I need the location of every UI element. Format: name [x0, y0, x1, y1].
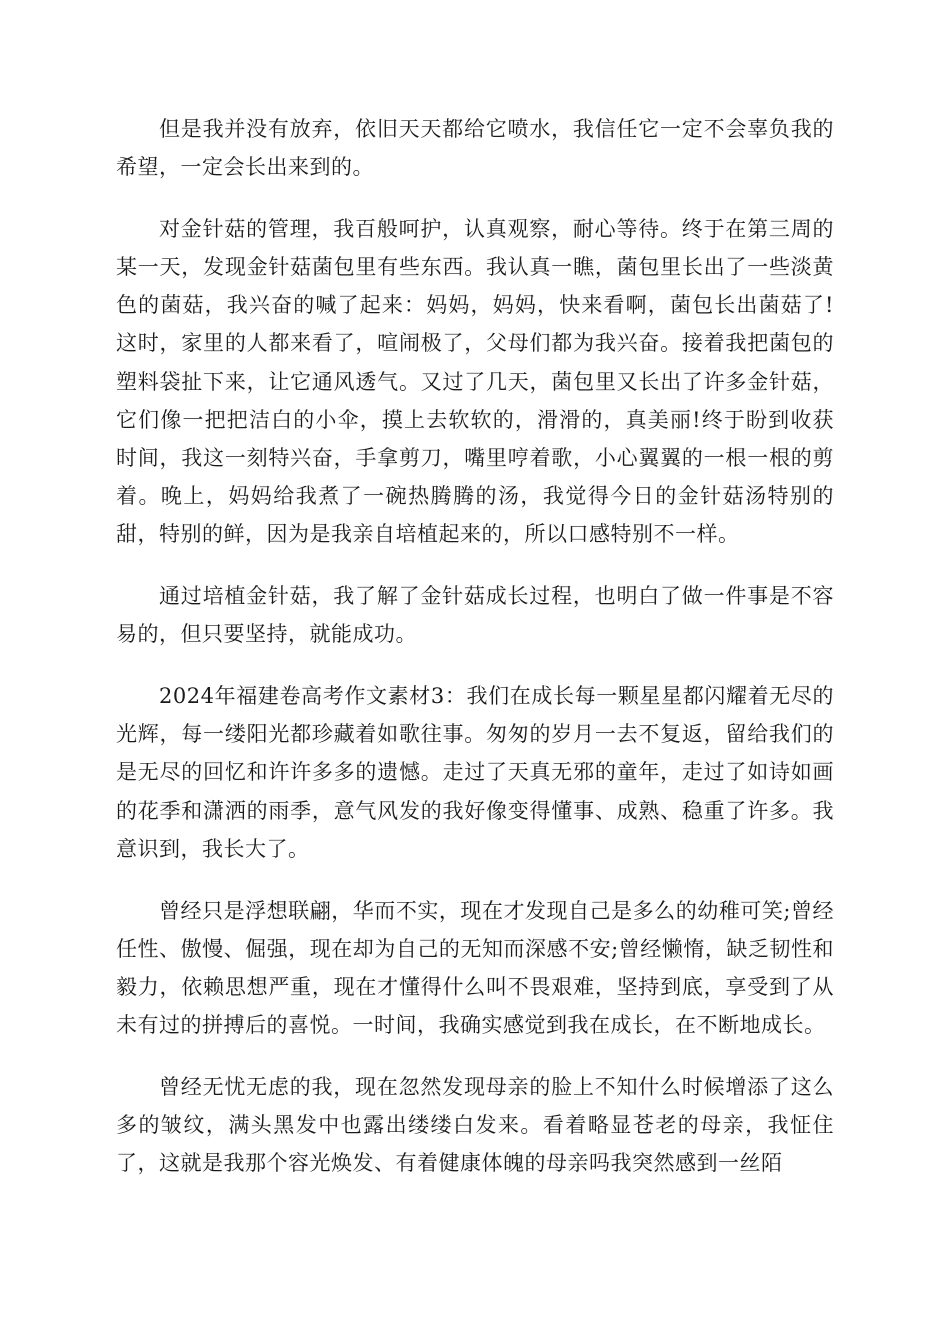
paragraph: 但是我并没有放弃，依旧天天都给它喷水，我信任它一定不会辜负我的希望，一定会长出来到的。 [116, 117, 834, 180]
paragraph: 曾经只是浮想联翩，华而不实，现在才发现自己是多么的幼稚可笑;曾经任性、傲慢、倔强，现在却为自己的无知而深感不安;曾经懒惰，缺乏韧性和毅力，依赖思想严重，现在才懂得什么叫不畏艰难，坚持到底，享受到了从未有过的拼搏后的喜悦。一时间，我确实感觉到我在成长，在不断地成长。 [116, 898, 834, 1037]
paragraph: 曾经无忧无虑的我，现在忽然发现母亲的脸上不知什么时候增添了这么多的皱纹，满头黑发中也露出缕缕白发来。看着略显苍老的母亲，我怔住了，这就是我那个容光焕发、有着健康体魄的母亲吗我突然感到一丝陌 [116, 1075, 834, 1176]
paragraph: 2024年福建卷高考作文素材3：我们在成长每一颗星星都闪耀着无尽的光辉，每一缕阳光都珍藏着如歌往事。匆匆的岁月一去不复返，留给我们的是无尽的回忆和许许多多的遗憾。走过了天真无邪的童年，走过了如诗如画的花季和潇洒的雨季，意气风发的我好像变得懂事、成熟、稳重了许多。我意识到，我长大了。 [116, 684, 834, 861]
document-body [116, 110, 834, 1182]
paragraph: 通过培植金针菇，我了解了金针菇成长过程，也明白了做一件事是不容易的，但只要坚持，就能成功。 [116, 584, 834, 647]
paragraph: 对金针菇的管理，我百般呵护，认真观察，耐心等待。终于在第三周的某一天，发现金针菇菌包里有些东西。我认真一瞧，菌包里长出了一些淡黄色的菌菇，我兴奋的喊了起来：妈妈，妈妈，快来看啊，菌包长出菌菇了!这时，家里的人都来看了，喧闹极了，父母们都为我兴奋。接着我把菌包的塑料袋扯下来，让它通风透气。又过了几天，菌包里又长出了许多金针菇，它们像一把把洁白的小伞，摸上去软软的，滑滑的，真美丽!终于盼到收获时间，我这一刻特兴奋，手拿剪刀，嘴里哼着歌，小心翼翼的一根一根的剪着。晚上，妈妈给我煮了一碗热腾腾的汤，我觉得今日的金针菇汤特别的甜，特别的鲜，因为是我亲自培植起来的，所以口感特别不一样。 [116, 217, 834, 546]
